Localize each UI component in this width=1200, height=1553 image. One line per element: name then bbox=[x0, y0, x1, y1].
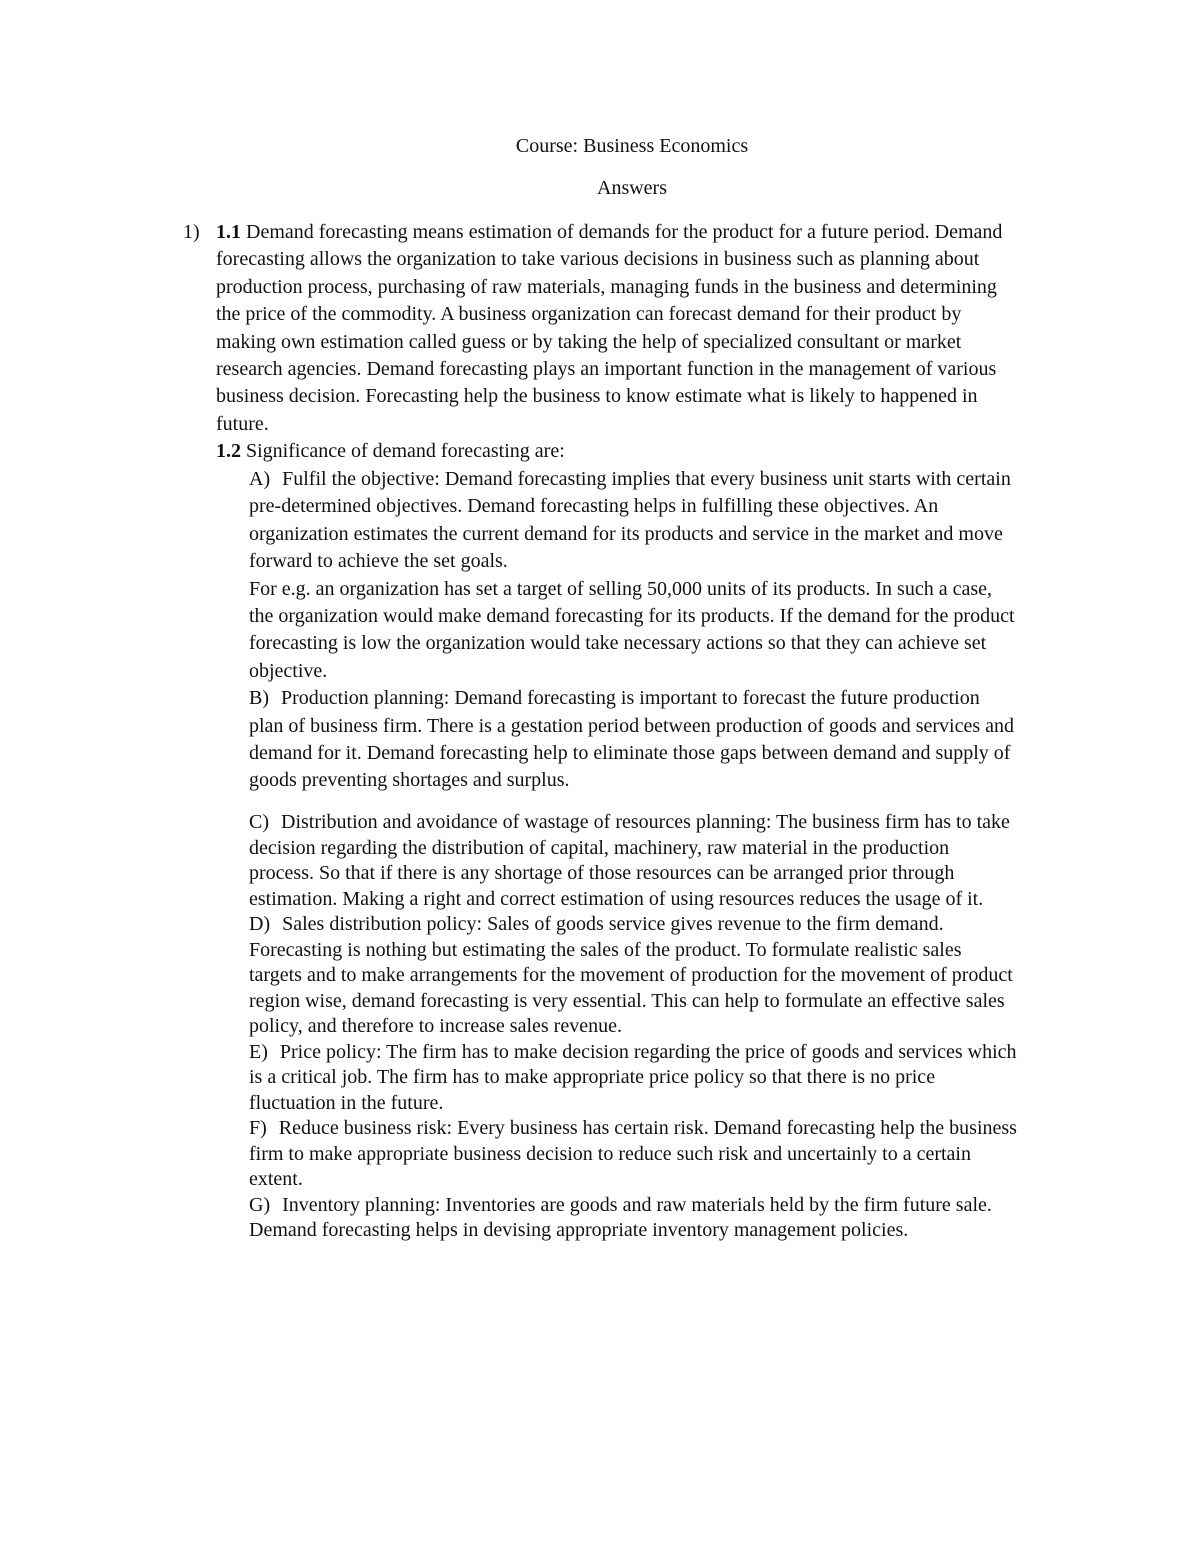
item-b bbox=[249, 685, 1019, 795]
item-f-text: Reduce business risk: Every business has certain risk. Demand forecasting help the business firm to make appropriate business decision to reduce such risk and uncertainly to a certain extent. bbox=[249, 1117, 1017, 1190]
paragraph-1-1 bbox=[216, 219, 1016, 438]
significance-list-part-1 bbox=[249, 466, 1019, 795]
item-g-text: Inventory planning: Inventories are goods and raw materials held by the firm future sale. Demand forecasting helps in devising appropriate inventory management policies. bbox=[249, 1193, 992, 1241]
part-1-1-label: 1.1 bbox=[216, 221, 241, 243]
significance-list-part-2 bbox=[249, 810, 1019, 1244]
item-d-text: Sales distribution policy: Sales of goods service gives revenue to the firm demand. Forecasting is nothing but estimating the sales of the product. To formulate realistic sales targets and to make arrangements for the movement of production for the movement of product region wise, demand forecasting is very essential. This can help to formulate an effective sales policy, and therefore to increase sales revenue. bbox=[249, 913, 1013, 1037]
item-a-example: For e.g. an organization has set a target of selling 50,000 units of its products. In such a case, the organization would make demand forecasting for its products. If the demand for the product forecasting is low the organization would take necessary actions so that they can achieve set objective. bbox=[249, 577, 1015, 682]
item-g-label: G) bbox=[249, 1193, 271, 1216]
item-e-label: E) bbox=[249, 1040, 268, 1063]
item-c-text: Distribution and avoidance of wastage of resources planning: The business firm has to take decision regarding the distribution of capital, machinery, raw material in the production process. So that if there is any shortage of those resources can be arranged prior through estimation. Making a right and correct estimation of using resources reduces the usage of it. bbox=[249, 811, 1010, 910]
item-f-label: F) bbox=[249, 1117, 267, 1139]
item-f bbox=[249, 1116, 1019, 1193]
answers-heading: Answers bbox=[597, 177, 667, 199]
question-number: 1) bbox=[183, 221, 200, 243]
item-e-text: Price policy: The firm has to make decision regarding the price of goods and services which is a critical job. The firm has to make appropriate price policy so that there is no price fluctuation in the future. bbox=[249, 1040, 1017, 1114]
paragraph-1-2 bbox=[216, 438, 1016, 465]
part-1-1-text: Demand forecasting means estimation of demands for the product for a future period. Demand forecasting allows the organization to take various decisions in business such as planning about production process, purchasing of raw materials, managing funds in the business and determining the price of the commodity. A business organization can forecast demand for their product by making own estimation called guess or by taking the help of specialized consultant or market research agencies. Demand forecasting plays an important function in the management of various business decision. Forecasting help the business to know estimate what is likely to happened in future. bbox=[216, 221, 1003, 435]
course-title: Course: Business Economics bbox=[515, 135, 749, 157]
item-g bbox=[249, 1193, 1019, 1244]
item-c-label: C) bbox=[249, 811, 269, 833]
item-c bbox=[249, 810, 1019, 912]
item-d bbox=[249, 912, 1019, 1040]
item-d-label: D) bbox=[249, 913, 271, 935]
item-a-label: A) bbox=[249, 468, 271, 490]
item-b-label: B) bbox=[249, 687, 269, 710]
item-b-text: Production planning: Demand forecasting is important to forecast the future production plan of business firm. There is a gestation period between production of goods and services and demand for it. Demand forecasting help to eliminate those gaps between demand and supply of goods preventing shortages and surplus. bbox=[249, 687, 1014, 792]
part-1-2-text: Significance of demand forecasting are: bbox=[246, 440, 565, 462]
item-a bbox=[249, 466, 1019, 576]
part-1-2-label: 1.2 bbox=[216, 440, 241, 462]
item-a-text: Fulfil the objective: Demand forecasting implies that every business unit starts with certain pre-determined objectives. Demand forecasting helps in fulfilling these objectives. An organization estimates the current demand for its products and service in the market and move forward to achieve the set goals. bbox=[249, 468, 1011, 573]
item-e bbox=[249, 1040, 1019, 1117]
